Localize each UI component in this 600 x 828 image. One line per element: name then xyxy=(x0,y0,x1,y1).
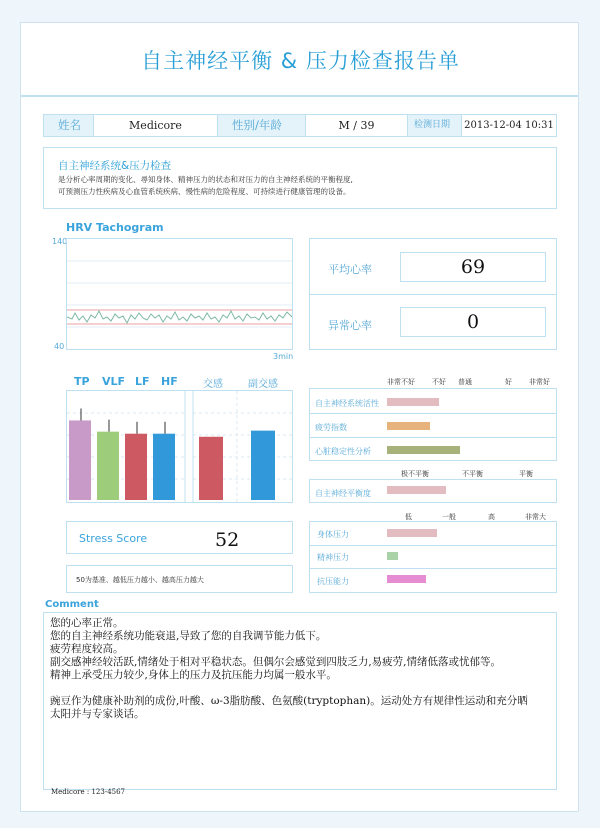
date-label: 检测日期 xyxy=(408,115,462,136)
description-title: 自主神经系统&压力检查 xyxy=(58,160,172,172)
scale3-label: 高 xyxy=(488,513,495,521)
ans-row-label: 疲劳指数 xyxy=(315,423,347,432)
hrv-chart xyxy=(66,238,293,350)
stress-resistance-bar xyxy=(387,575,426,583)
scale1-label: 非常好 xyxy=(529,378,550,386)
hrv-title: HRV Tachogram xyxy=(66,221,164,234)
comment-text: 您的心率正常。 您的自主神经系统功能衰退,导致了您的自我调节能力低下。 疲劳程度较高。 副交感神经较活跃,情绪处于相对平稳状态。但偶尔会感觉到四肢乏力,易疲劳,情绪低落或忧郁等。 精神上承受压力较少,身体上的压力及抗压能力均属一般水平。 豌豆作为健康补助剂的成份,叶酸、ω-3脂肪酸、色氨酸(tryptophan)。运动处方有规律性运动和充分晒 太阳并与专家谈话。 xyxy=(50,617,528,720)
ans-row-label: 自主神经系统活性 xyxy=(315,399,379,408)
parasympathetic-label: 副交感 xyxy=(248,379,278,390)
hrv-trace xyxy=(67,311,292,323)
scale1-label: 好 xyxy=(505,378,512,386)
stress-score-value: 52 xyxy=(215,529,240,551)
scale1-label: 不好 xyxy=(432,378,446,386)
frequency-chart-svg xyxy=(67,391,292,502)
comment-title: Comment xyxy=(45,599,99,610)
balance-bar xyxy=(387,486,446,494)
report-page xyxy=(20,22,579,812)
abnormal-heart-value: 0 xyxy=(400,307,546,337)
stress-row-label: 精神压力 xyxy=(317,553,349,562)
name-value: Medicore xyxy=(94,115,218,136)
name-label: 姓名 xyxy=(44,115,94,136)
bar-LF xyxy=(125,434,147,500)
heart-stability-bar xyxy=(387,446,460,454)
fatigue-index-bar xyxy=(387,422,430,430)
gender-age-value: M / 39 xyxy=(306,115,408,136)
bar-VLF xyxy=(97,432,119,500)
bar-TP xyxy=(69,420,91,500)
description-box xyxy=(43,147,557,209)
avg-heart-value: 69 xyxy=(400,252,546,282)
stress-note: 50为基准、越低压力越小、越高压力越大 xyxy=(76,576,204,584)
ans-activity-bar xyxy=(387,398,439,406)
comment-box xyxy=(43,612,557,790)
date-value: 2013-12-04 10:31 xyxy=(464,120,554,131)
scale3-label: 低 xyxy=(405,513,412,521)
bar-HF xyxy=(153,434,175,500)
hrv-y-max: 140 xyxy=(52,237,68,246)
footer-contact: Medicore : 123-4567 xyxy=(51,788,126,796)
bar-副交感 xyxy=(251,431,275,500)
scale2-label: 极不平衡 xyxy=(401,470,429,478)
hrv-x-end: 3min xyxy=(273,352,294,361)
stress-row-label: 抗压能力 xyxy=(317,577,349,586)
description-text xyxy=(58,174,538,198)
heart-rate-divider xyxy=(310,294,556,295)
sympathetic-label: 交感 xyxy=(203,379,223,390)
avg-heart-label: 平均心率 xyxy=(328,263,372,276)
scale3-label: 一般 xyxy=(442,513,456,521)
stress-score-label: Stress Score xyxy=(79,532,148,545)
physical-stress-bar xyxy=(387,529,437,537)
scale2-label: 平衡 xyxy=(519,470,533,478)
ans-row-label: 心脏稳定性分析 xyxy=(315,447,371,456)
scale1-label: 普通 xyxy=(458,378,472,386)
abnormal-heart-label: 异常心率 xyxy=(328,319,372,332)
hrv-chart-svg xyxy=(67,239,292,349)
description-line: 可预测压力性疾病及心血管系统疾病、慢性病的危险程度、可持续进行健康管理的设备。 xyxy=(58,187,351,196)
bar-交感 xyxy=(199,437,223,500)
vlf-label: VLF xyxy=(102,375,126,388)
balance-label: 自主神经平衡度 xyxy=(315,489,371,498)
scale2-label: 不平衡 xyxy=(462,470,483,478)
title-divider xyxy=(21,95,578,97)
patient-info-row xyxy=(43,114,557,137)
gender-age-label: 性别/年龄 xyxy=(218,115,306,136)
scale3-label: 非常大 xyxy=(525,513,546,521)
tp-label: TP xyxy=(74,375,90,388)
report-title: 自主神经平衡 & 压力检查报告单 xyxy=(141,49,460,73)
frequency-chart-box xyxy=(66,390,293,503)
stress-row-label: 身体压力 xyxy=(317,530,349,539)
lf-label: LF xyxy=(135,375,150,388)
scale1-label: 非常不好 xyxy=(387,378,415,386)
mental-stress-bar xyxy=(387,552,398,560)
hf-label: HF xyxy=(161,375,178,388)
description-line: 是分析心率周期的变化、尋知身体、精神压力的状态和对压力的自主神经系统的平衡程度, xyxy=(58,175,353,184)
hrv-y-min: 40 xyxy=(54,342,65,351)
